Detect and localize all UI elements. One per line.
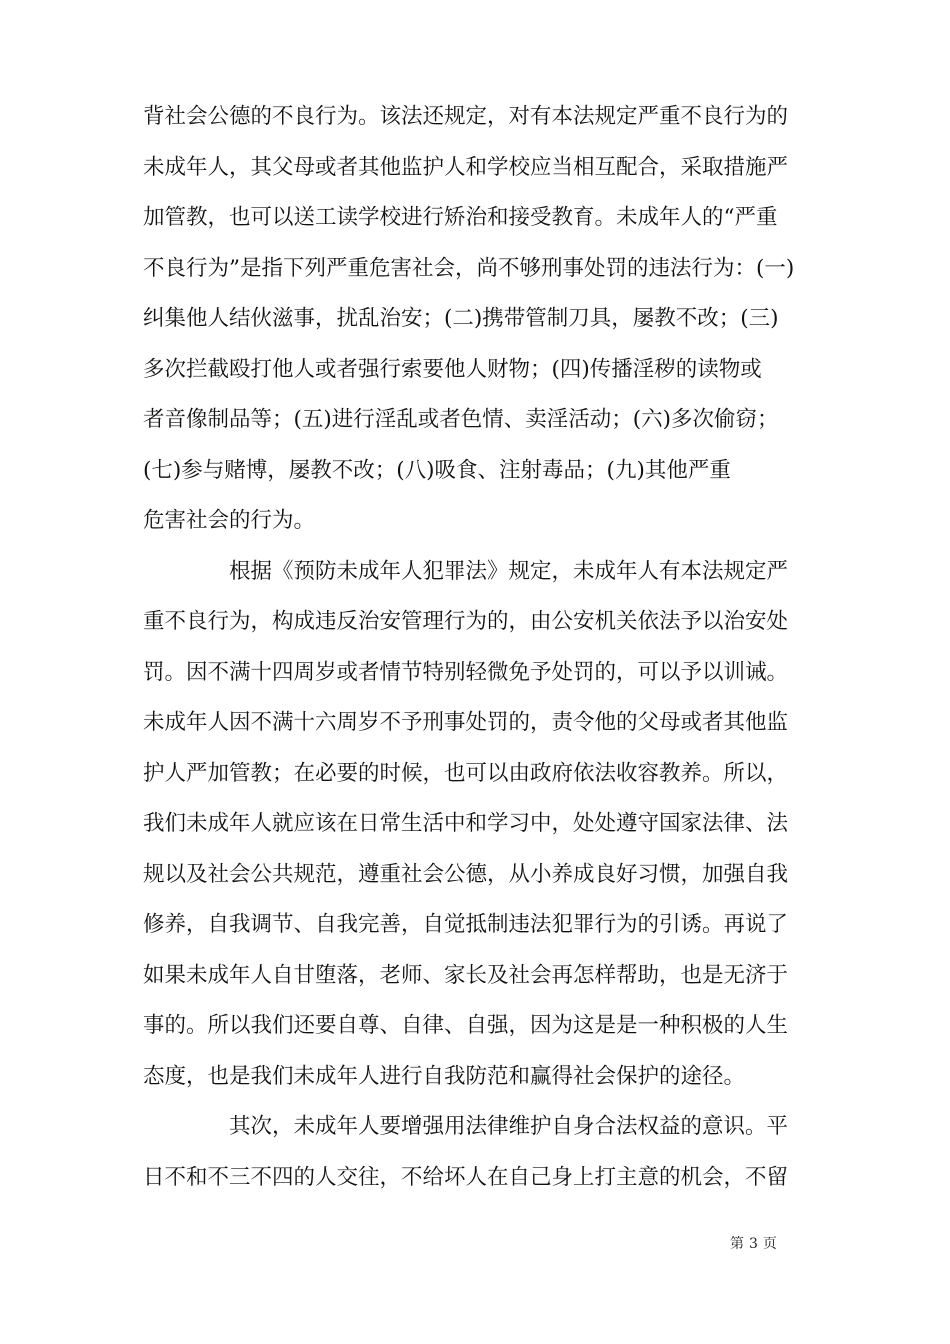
text-line: 护人严加管教；在必要的时候，也可以由政府依法收容教养。所以， [143,760,789,786]
text-line: 日不和不三不四的人交往，不给坏人在自己身上打主意的机会，不留 [143,1164,789,1190]
text-line: 者音像制品等；(五)进行淫乱或者色情、卖淫活动；(六)多次偷窃； [143,407,779,432]
paragraph [143,1102,823,1203]
paragraph [143,92,823,547]
text-line: 重不良行为，构成违反治安管理行为的，由公安机关依法予以治安处 [143,609,789,634]
text-line: 罚。因不满十四周岁或者情节特别轻微免予处罚的，可以予以训诫。 [143,659,789,685]
text-line: 如果未成年人自甘堕落，老师、家长及社会再怎样帮助，也是无济于 [143,962,789,988]
text-line: 事的。所以我们还要自尊、自律、自强，因为这是是一种积极的人生 [143,1013,789,1038]
text-line: 修养，自我调节、自我完善，自觉抵制违法犯罪行为的引诱。再说了 [143,912,789,937]
document-body [143,92,823,1203]
text-line: 加管教，也可以送工读学校进行矫治和接受教育。未成年人的“严重 [143,205,778,230]
text-line: 背社会公德的不良行为。该法还规定，对有本法规定严重不良行为的 [143,104,789,129]
text-line: 不良行为”是指下列严重危害社会，尚不够刑事处罚的违法行为：(一) [143,255,795,281]
page-footer [730,1234,850,1254]
footer-prefix: 第 [730,1236,744,1252]
footer-suffix: 页 [762,1236,777,1252]
text-line: 态度，也是我们未成年人进行自我防范和赢得社会保护的途径。 [143,1063,746,1089]
paragraph [143,547,823,1103]
text-line: 纠集他人结伙滋事，扰乱治安；(二)携带管制刀具，屡教不改；(三) [143,306,779,331]
text-line: 危害社会的行为。 [143,508,316,533]
text-line: 其次，未成年人要增强用法律维护自身合法权益的意识。平 [229,1114,789,1139]
text-line: 多次拦截殴打他人或者强行索要他人财物；(四)传播淫秽的读物或 [143,356,762,382]
text-line: 未成年人因不满十六周岁不予刑事处罚的，责令他的父母或者其他监 [143,710,789,735]
text-line: 规以及社会公共规范，遵重社会公德，从小养成良好习惯，加强自我 [143,861,789,887]
text-line: 未成年人，其父母或者其他监护人和学校应当相互配合，采取措施严 [143,154,789,180]
text-line: 根据《预防未成年人犯罪法》规定，未成年人有本法规定严 [229,558,789,584]
text-line: 我们未成年人就应该在日常生活中和学习中，处处遵守国家法律、法 [143,811,789,836]
page-number: 3 [749,1236,758,1252]
text-line: (七)参与赌博，屡教不改；(八)吸食、注射毒品；(九)其他严重 [143,457,731,483]
